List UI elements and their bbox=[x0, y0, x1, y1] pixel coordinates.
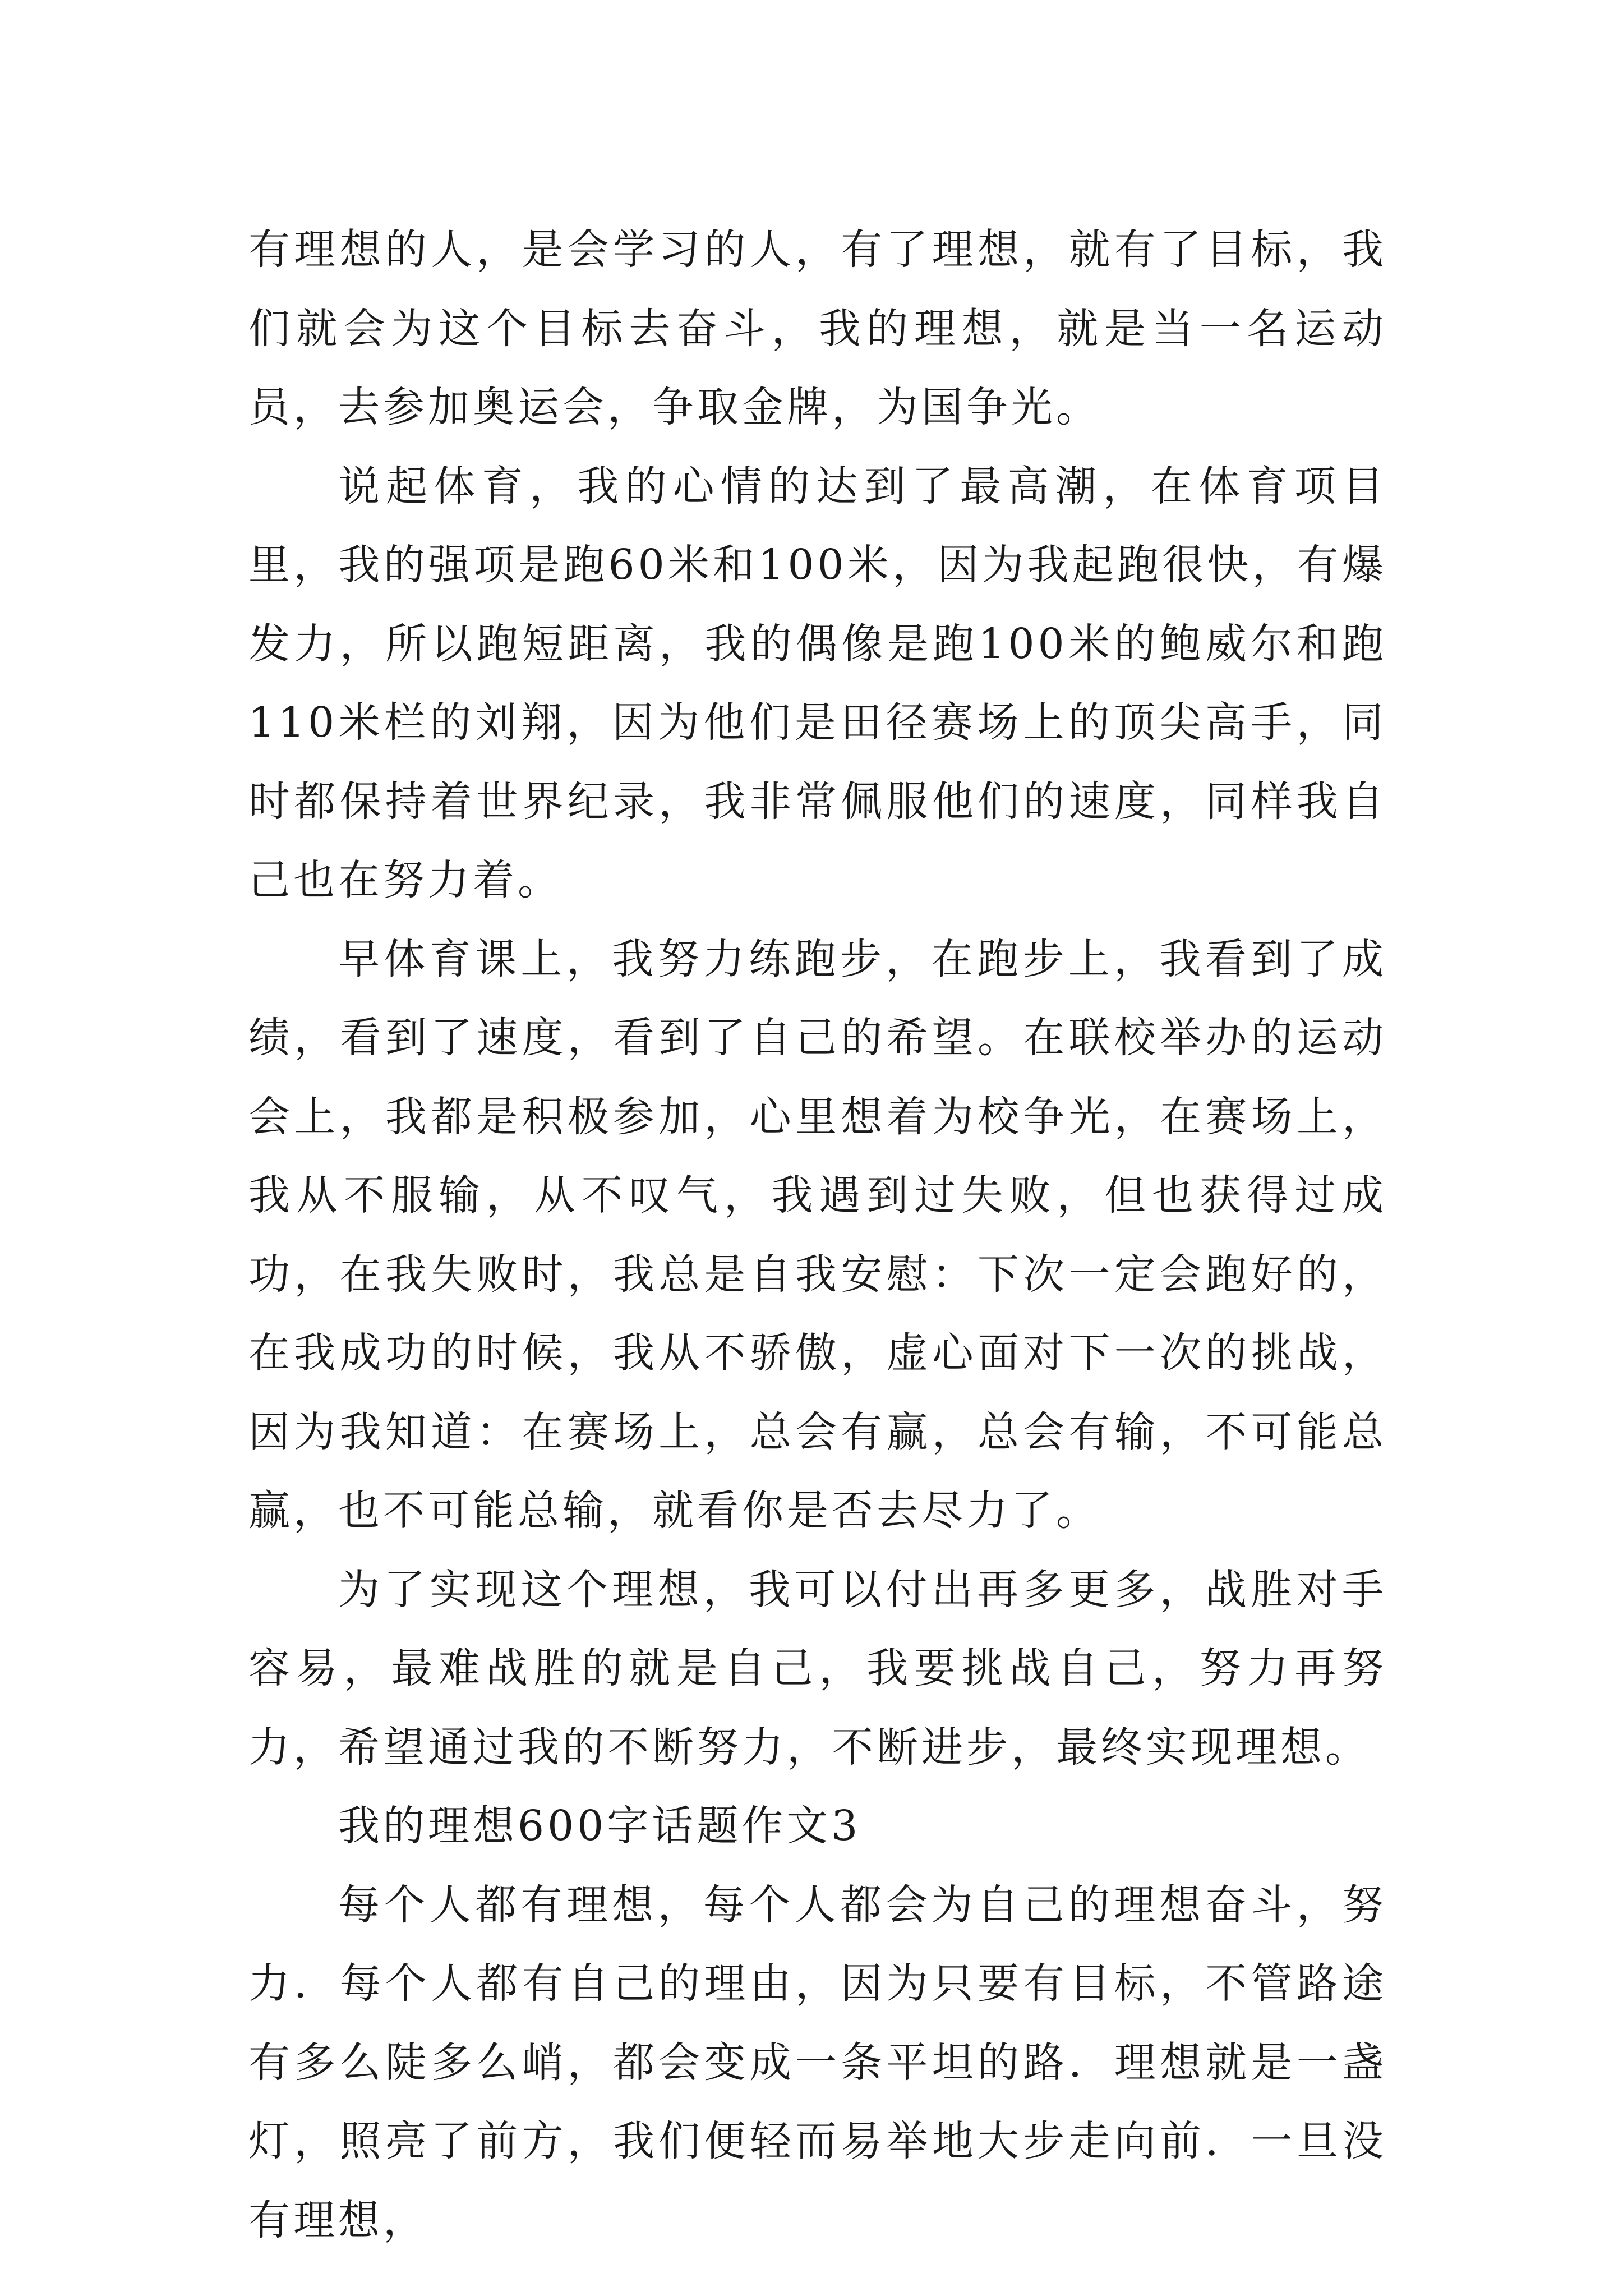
paragraph-2: 说起体育，我的心情的达到了最高潮，在体育项目里，我的强项是跑60米和100米，因为我起跑很快，有爆发力，所以跑短距离，我的偶像是跑100米的鲍威尔和跑110米栏的刘翔，因为他们是田径赛场上的顶尖高手，同时都保持着世界纪录，我非常佩服他们的速度，同样我自己也在努力着。 bbox=[248, 462, 1387, 904]
document-body bbox=[248, 210, 1387, 2260]
paragraph-3: 早体育课上，我努力练跑步，在跑步上，我看到了成绩，看到了速度，看到了自己的希望。在联校举办的运动会上，我都是积极参加，心里想着为校争光，在赛场上，我从不服输，从不叹气，我遇到过失败，但也获得过成功，在我失败时，我总是自我安慰：下次一定会跑好的，在我成功的时候，我从不骄傲，虚心面对下一次的挑战，因为我知道：在赛场上，总会有赢，总会有输，不可能总赢，也不可能总输，就看你是否去尽力了。 bbox=[248, 935, 1387, 1535]
section-title: 我的理想600字话题作文3 bbox=[338, 1802, 861, 1850]
paragraph-5: 每个人都有理想，每个人都会为自己的理想奋斗，努力．每个人都有自己的理由，因为只要有目标，不管路途有多么陡多么峭，都会变成一条平坦的路．理想就是一盏灯，照亮了前方，我们便轻而易举地大步走向前．一旦没有理想， bbox=[248, 1880, 1387, 2244]
paragraph-4: 为了实现这个理想，我可以付出再多更多，战胜对手容易，最难战胜的就是自己，我要挑战自己，努力再努力，希望通过我的不断努力，不断进步，最终实现理想。 bbox=[248, 1565, 1387, 1772]
paragraph-1: 有理想的人，是会学习的人，有了理想，就有了目标，我们就会为这个目标去奋斗，我的理想，就是当一名运动员，去参加奥运会，争取金牌，为国争光。 bbox=[248, 226, 1387, 431]
